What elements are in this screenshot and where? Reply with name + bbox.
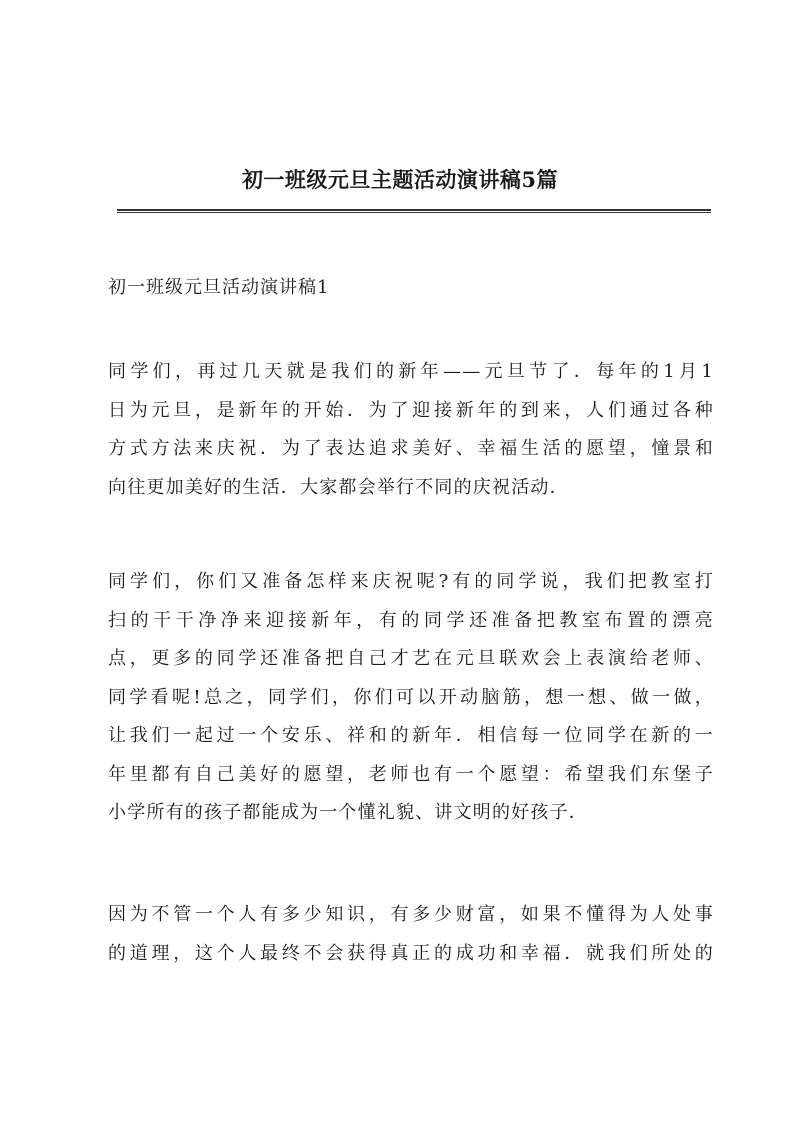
paragraph-line: 年里都有自己美好的愿望，老师也有一个愿望：希望我们东堡子 — [108, 763, 714, 785]
paragraph-line: 扫的干干净净来迎接新年，有的同学还准备把教室布置的漂亮 — [108, 609, 714, 631]
paragraph-2 — [108, 563, 714, 833]
paragraph-line: 点，更多的同学还准备把自己才艺在元旦联欢会上表演给老师、 — [108, 648, 714, 669]
paragraph-line: 同学们，你们又准备怎样来庆祝呢?有的同学说，我们把教室打 — [108, 571, 714, 592]
paragraph-line: 日为元旦，是新年的开始．为了迎接新年的到来，人们通过各种 — [108, 399, 714, 421]
paragraph-line: 同学看呢!总之，同学们，你们可以开动脑筋，想一想、做一做， — [108, 686, 714, 708]
document-title: 初一班级元旦主题活动演讲稿5篇 — [241, 167, 559, 192]
paragraph-3 — [108, 896, 714, 973]
paragraph-line: 同学们，再过几天就是我们的新年——元旦节了．每年的1月1 — [108, 361, 714, 382]
title-underline-divider — [117, 209, 711, 213]
section-heading: 初一班级元旦活动演讲稿1 — [108, 277, 330, 298]
paragraph-line: 因为不管一个人有多少知识，有多少财富，如果不懂得为人处事 — [108, 904, 714, 925]
paragraph-line: 让我们一起过一个安乐、祥和的新年．相信每一位同学在新的一 — [108, 725, 714, 746]
paragraph-line: 方式方法来庆祝．为了表达追求美好、幸福生活的愿望，憧景和 — [108, 438, 714, 459]
paragraph-line: 小学所有的孩子都能成为一个懂礼貌、讲文明的好孩子． — [108, 802, 588, 823]
paragraph-line: 向往更加美好的生活．大家都会举行不同的庆祝活动． — [108, 476, 569, 498]
paragraph-line: 的道理，这个人最终不会获得真正的成功和幸福．就我们所处的 — [108, 942, 714, 964]
paragraph-1 — [108, 353, 714, 507]
